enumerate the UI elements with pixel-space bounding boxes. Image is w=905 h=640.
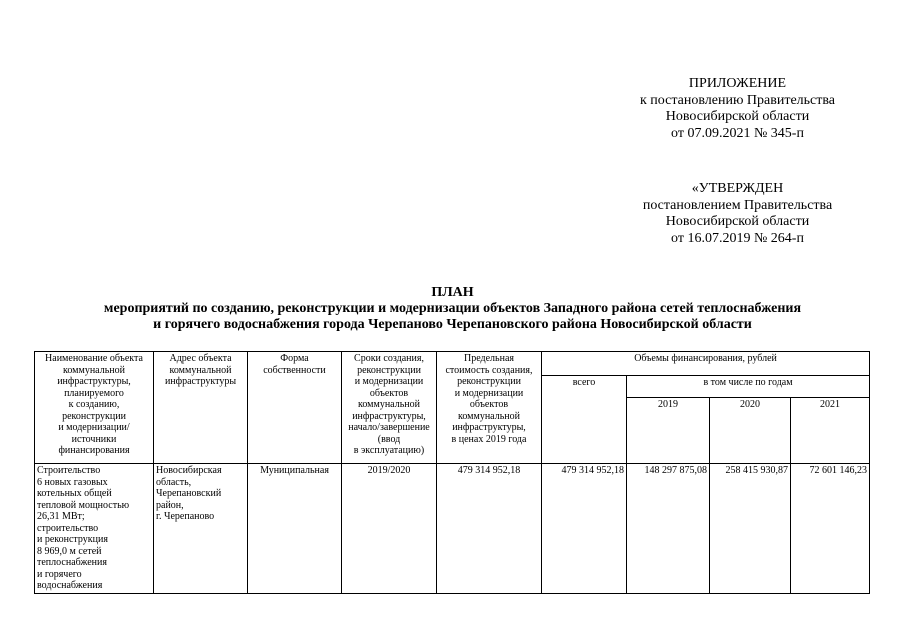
cell-ownership: Муниципальная <box>248 464 342 594</box>
appendix-line: ПРИЛОЖЕНИЕ <box>688 76 787 91</box>
appendix-line: Новосибирской области <box>665 109 810 124</box>
header-ownership: Форма собственности <box>248 352 342 464</box>
title-line: и горячего водоснабжения города Черепаново Черепановского района Новосибирской области <box>153 317 752 332</box>
appendix-line: от 07.09.2021 № 345-п <box>671 125 804 141</box>
cell-2020: 258 415 930,87 <box>710 464 791 594</box>
approval-block <box>600 181 875 247</box>
cell-object-name: Строительство 6 новых газовых котельных общей тепловой мощностью 26,31 МВт; строительство и реконструкция 8 969,0 м сетей теплоснабжения и горячего водоснабжения <box>35 464 154 594</box>
header-terms: Сроки создания, реконструкции и модернизации объектов коммунальной инфраструктуры, начало/завершение (ввод в эксплуатацию) <box>342 352 437 464</box>
header-cost: Предельная стоимость создания, реконструкции и модернизации объектов коммунальной инфраструктуры, в ценах 2019 года <box>437 352 542 464</box>
cell-2019: 148 297 875,08 <box>627 464 710 594</box>
header-including-by-years: в том числе по годам <box>627 376 870 398</box>
cell-address: Новосибирская область, Черепановский район, г. Черепаново <box>154 464 248 594</box>
document-title <box>0 285 905 333</box>
cell-total: 479 314 952,18 <box>542 464 627 594</box>
title-heading: ПЛАН <box>431 285 474 300</box>
approval-line: Новосибирской области <box>665 214 810 229</box>
header-year-2020: 2020 <box>710 398 791 464</box>
table-row <box>35 464 870 594</box>
header-total: всего <box>542 376 627 464</box>
appendix-line: к постановлению Правительства <box>639 92 836 108</box>
header-address: Адрес объекта коммунальной инфраструктуры <box>154 352 248 464</box>
appendix-block <box>600 76 875 142</box>
plan-table <box>34 351 870 594</box>
header-financing: Объемы финансирования, рублей <box>542 352 870 376</box>
title-line: мероприятий по созданию, реконструкции и модернизации объектов Западного района сетей теплоснабжения <box>103 301 802 316</box>
header-year-2019: 2019 <box>627 398 710 464</box>
approval-line: постановлением Правительства <box>642 197 833 213</box>
cell-terms: 2019/2020 <box>342 464 437 594</box>
header-object-name: Наименование объекта коммунальной инфраструктуры, планируемого к созданию, реконструкции и модернизации/ источники финансирования <box>35 352 154 464</box>
cell-cost: 479 314 952,18 <box>437 464 542 594</box>
approval-line: от 16.07.2019 № 264-п <box>671 230 804 246</box>
header-year-2021: 2021 <box>791 398 870 464</box>
cell-2021: 72 601 146,23 <box>791 464 870 594</box>
approval-line: «УТВЕРЖДЕН <box>691 181 784 196</box>
